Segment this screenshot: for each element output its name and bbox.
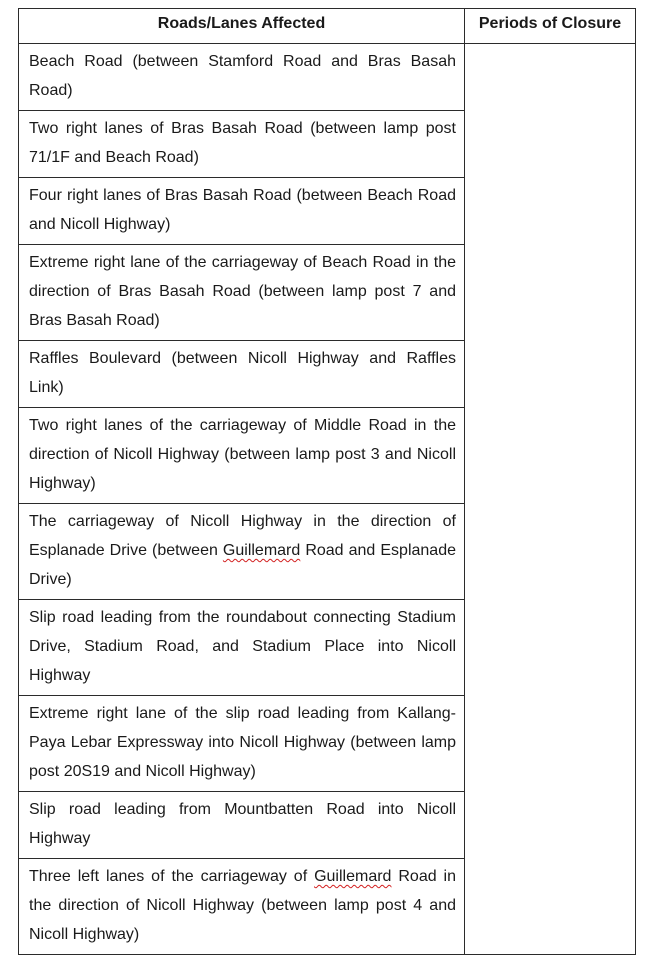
road-cell: Raffles Boulevard (between Nicoll Highway and Raffles Link) [19,341,465,408]
roads-affected-header: Roads/Lanes Affected [19,9,465,44]
spellcheck-marked-word: Guillemard [222,542,301,559]
road-cell: Four right lanes of Bras Basah Road (between Beach Road and Nicoll Highway) [19,178,465,245]
periods-of-closure-header: Periods of Closure [465,9,636,44]
spellcheck-marked-word: Guillemard [314,868,392,885]
road-cell: Two right lanes of Bras Basah Road (between lamp post 71/1F and Beach Road) [19,111,465,178]
road-cell: Slip road leading from Mountbatten Road into Nicoll Highway [19,792,465,859]
road-cell [19,504,465,600]
road-closure-table [18,8,636,955]
road-text-part: Road and Esplanade Drive) [29,542,456,588]
period-cell [465,44,636,955]
road-cell: Two right lanes of the carriageway of Middle Road in the direction of Nicoll Highway (between lamp post 3 and Nicoll Highway) [19,408,465,504]
road-text-part: Road in the direction of Nicoll Highway (between lamp post 4 and Nicoll Highway) [29,868,456,943]
table-row [19,44,636,111]
road-cell: Beach Road (between Stamford Road and Bras Basah Road) [19,44,465,111]
table-header-row [19,9,636,44]
road-cell [19,859,465,955]
road-cell: Extreme right lane of the slip road leading from Kallang-Paya Lebar Expressway into Nicoll Highway (between lamp post 20S19 and Nicoll Highway) [19,696,465,792]
road-text-part: Three left lanes of the carriageway of [29,868,315,885]
road-cell: Extreme right lane of the carriageway of Beach Road in the direction of Bras Basah Road (between lamp post 7 and Bras Basah Road) [19,245,465,341]
road-text-part: The carriageway of Nicoll Highway in the direction of Esplanade Drive (between [29,513,456,559]
road-cell: Slip road leading from the roundabout connecting Stadium Drive, Stadium Road, and Stadium Place into Nicoll Highway [19,600,465,696]
